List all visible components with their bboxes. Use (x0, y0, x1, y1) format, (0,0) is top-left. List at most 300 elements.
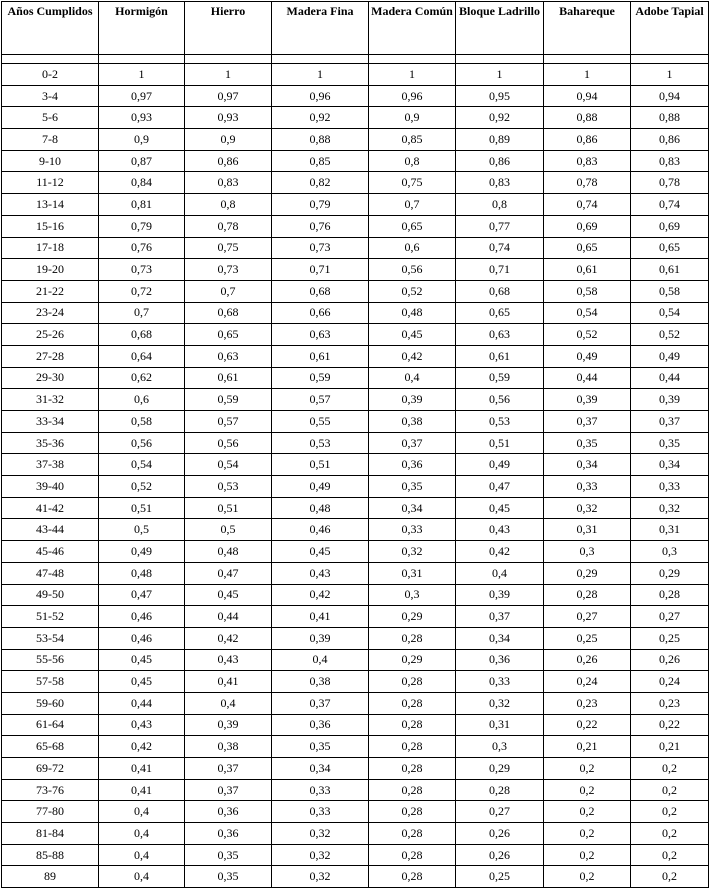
factor-cell: 0,36 (185, 823, 272, 845)
age-range-cell: 65-68 (2, 736, 99, 758)
factor-cell: 0,34 (369, 497, 456, 519)
factor-cell: 0,33 (272, 779, 369, 801)
factor-cell: 0,97 (99, 85, 185, 107)
factor-cell: 0,63 (185, 345, 272, 367)
factor-cell: 0,76 (272, 215, 369, 237)
factor-cell: 0,39 (185, 714, 272, 736)
factor-cell: 0,39 (544, 389, 631, 411)
factor-cell: 0,61 (631, 259, 709, 281)
factor-cell: 0,58 (544, 280, 631, 302)
header-row (2, 2, 709, 55)
factor-cell: 0,92 (456, 107, 544, 129)
age-range-cell: 33-34 (2, 411, 99, 433)
age-range-cell: 29-30 (2, 367, 99, 389)
factor-cell: 0,59 (185, 389, 272, 411)
age-range-cell: 31-32 (2, 389, 99, 411)
factor-cell: 0,94 (544, 85, 631, 107)
table-row (2, 172, 709, 194)
factor-cell: 0,61 (456, 345, 544, 367)
factor-cell: 0,58 (631, 280, 709, 302)
factor-cell: 0,35 (185, 844, 272, 866)
factor-cell: 0,61 (272, 345, 369, 367)
factor-cell: 0,3 (544, 541, 631, 563)
factor-cell: 0,4 (456, 562, 544, 584)
factor-cell: 0,79 (272, 194, 369, 216)
factor-cell: 0,97 (185, 85, 272, 107)
table-row (2, 736, 709, 758)
factor-cell: 0,45 (456, 497, 544, 519)
factor-cell: 0,28 (544, 584, 631, 606)
factor-cell: 0,4 (99, 866, 185, 888)
factor-cell: 0,56 (185, 432, 272, 454)
age-range-cell: 11-12 (2, 172, 99, 194)
factor-cell: 0,65 (369, 215, 456, 237)
factor-cell: 0,28 (369, 801, 456, 823)
table-row (2, 367, 709, 389)
factor-cell: 0,83 (631, 150, 709, 172)
factor-cell: 0,25 (456, 866, 544, 888)
factor-cell: 0,21 (544, 736, 631, 758)
factor-cell: 0,73 (185, 259, 272, 281)
factor-cell: 0,44 (185, 606, 272, 628)
factor-cell: 0,28 (369, 627, 456, 649)
factor-cell: 0,47 (185, 562, 272, 584)
table-row (2, 779, 709, 801)
factor-cell: 0,81 (99, 194, 185, 216)
factor-cell: 0,31 (456, 714, 544, 736)
factor-cell: 0,31 (369, 562, 456, 584)
table-row (2, 692, 709, 714)
factor-cell: 0,53 (185, 476, 272, 498)
factor-cell: 0,52 (369, 280, 456, 302)
factor-cell: 0,42 (456, 541, 544, 563)
factor-cell: 0,8 (456, 194, 544, 216)
age-range-cell: 89 (2, 866, 99, 888)
table-row (2, 562, 709, 584)
factor-cell: 0,78 (544, 172, 631, 194)
header-adobe-tapial: Adobe Tapial (631, 2, 709, 55)
age-range-cell: 25-26 (2, 324, 99, 346)
factor-cell: 0,66 (272, 302, 369, 324)
factor-cell: 0,26 (456, 844, 544, 866)
factor-cell: 0,42 (272, 584, 369, 606)
factor-cell: 0,32 (272, 866, 369, 888)
age-range-cell: 3-4 (2, 85, 99, 107)
factor-cell: 0,34 (272, 758, 369, 780)
age-range-cell: 21-22 (2, 280, 99, 302)
factor-cell: 0,73 (272, 237, 369, 259)
factor-cell: 1 (369, 64, 456, 86)
factor-cell: 0,52 (99, 476, 185, 498)
factor-cell: 0,33 (456, 671, 544, 693)
factor-cell: 0,74 (544, 194, 631, 216)
factor-cell: 0,74 (631, 194, 709, 216)
table-row (2, 801, 709, 823)
factor-cell: 0,85 (272, 150, 369, 172)
factor-cell: 0,7 (185, 280, 272, 302)
factor-cell: 0,57 (272, 389, 369, 411)
factor-cell: 0,42 (369, 345, 456, 367)
table-row (2, 129, 709, 151)
factor-cell: 0,88 (631, 107, 709, 129)
factor-cell: 0,92 (272, 107, 369, 129)
table-row (2, 866, 709, 888)
factor-cell: 0,64 (99, 345, 185, 367)
factor-cell: 0,21 (631, 736, 709, 758)
factor-cell: 0,26 (631, 649, 709, 671)
age-range-cell: 61-64 (2, 714, 99, 736)
factor-cell: 0,32 (272, 844, 369, 866)
table-row (2, 541, 709, 563)
factor-cell: 0,28 (369, 779, 456, 801)
factor-cell: 0,6 (99, 389, 185, 411)
factor-cell: 0,73 (99, 259, 185, 281)
factor-cell: 0,4 (99, 801, 185, 823)
factor-cell: 0,54 (185, 454, 272, 476)
age-range-cell: 51-52 (2, 606, 99, 628)
factor-cell: 0,65 (456, 302, 544, 324)
factor-cell: 0,28 (369, 758, 456, 780)
factor-cell: 0,4 (369, 367, 456, 389)
age-range-cell: 39-40 (2, 476, 99, 498)
factor-cell: 0,32 (272, 823, 369, 845)
factor-cell: 0,35 (272, 736, 369, 758)
factor-cell: 0,2 (631, 801, 709, 823)
factor-cell: 0,88 (272, 129, 369, 151)
factor-cell: 0,29 (369, 606, 456, 628)
header-madera-fina: Madera Fina (272, 2, 369, 55)
age-range-cell: 55-56 (2, 649, 99, 671)
factor-cell: 0,37 (369, 432, 456, 454)
factor-cell: 0,65 (544, 237, 631, 259)
factor-cell: 0,68 (99, 324, 185, 346)
factor-cell: 0,8 (369, 150, 456, 172)
factor-cell: 0,6 (369, 237, 456, 259)
factor-cell: 0,2 (544, 844, 631, 866)
table-row (2, 150, 709, 172)
factor-cell: 0,25 (631, 627, 709, 649)
age-range-cell: 41-42 (2, 497, 99, 519)
factor-cell: 0,87 (99, 150, 185, 172)
table-row (2, 584, 709, 606)
factor-cell: 0,42 (99, 736, 185, 758)
factor-cell: 0,47 (99, 584, 185, 606)
factor-cell: 0,93 (99, 107, 185, 129)
factor-cell: 0,3 (631, 541, 709, 563)
factor-cell: 0,26 (456, 823, 544, 845)
table-row (2, 324, 709, 346)
factor-cell: 0,51 (272, 454, 369, 476)
factor-cell: 0,9 (99, 129, 185, 151)
factor-cell: 0,23 (544, 692, 631, 714)
factor-cell: 0,72 (99, 280, 185, 302)
table-row (2, 649, 709, 671)
table-row (2, 107, 709, 129)
factor-cell: 0,37 (456, 606, 544, 628)
factor-cell: 0,51 (185, 497, 272, 519)
factor-cell: 0,84 (99, 172, 185, 194)
factor-cell: 0,4 (99, 844, 185, 866)
table-row (2, 215, 709, 237)
factor-cell: 0,2 (631, 866, 709, 888)
factor-cell: 0,62 (99, 367, 185, 389)
factor-cell: 0,54 (544, 302, 631, 324)
factor-cell: 0,3 (369, 584, 456, 606)
factor-cell: 0,28 (369, 844, 456, 866)
factor-cell: 0,44 (631, 367, 709, 389)
factor-cell: 1 (631, 64, 709, 86)
factor-cell: 0,42 (185, 627, 272, 649)
table-row (2, 671, 709, 693)
factor-cell: 0,36 (185, 801, 272, 823)
spacer-cell (2, 55, 99, 64)
factor-cell: 0,36 (456, 649, 544, 671)
age-range-cell: 5-6 (2, 107, 99, 129)
factor-cell: 0,35 (185, 866, 272, 888)
factor-cell: 0,37 (185, 779, 272, 801)
factor-cell: 0,45 (369, 324, 456, 346)
factor-cell: 0,2 (544, 758, 631, 780)
factor-cell: 0,48 (272, 497, 369, 519)
factor-cell: 0,29 (544, 562, 631, 584)
factor-cell: 1 (456, 64, 544, 86)
factor-cell: 0,61 (185, 367, 272, 389)
factor-cell: 0,31 (544, 519, 631, 541)
factor-cell: 0,28 (369, 823, 456, 845)
factor-cell: 0,27 (631, 606, 709, 628)
factor-cell: 0,2 (631, 823, 709, 845)
age-range-cell: 35-36 (2, 432, 99, 454)
factor-cell: 0,27 (544, 606, 631, 628)
factor-cell: 0,46 (99, 627, 185, 649)
age-range-cell: 57-58 (2, 671, 99, 693)
factor-cell: 0,56 (456, 389, 544, 411)
factor-cell: 0,4 (99, 823, 185, 845)
factor-cell: 0,33 (631, 476, 709, 498)
age-range-cell: 49-50 (2, 584, 99, 606)
factor-cell: 0,38 (272, 671, 369, 693)
header-madera-comun: Madera Común (369, 2, 456, 55)
factor-cell: 0,2 (631, 758, 709, 780)
age-range-cell: 73-76 (2, 779, 99, 801)
factor-cell: 0,48 (185, 541, 272, 563)
factor-cell: 0,5 (185, 519, 272, 541)
factor-cell: 0,7 (99, 302, 185, 324)
factor-cell: 0,83 (456, 172, 544, 194)
factor-cell: 0,35 (544, 432, 631, 454)
factor-cell: 0,51 (456, 432, 544, 454)
factor-cell: 0,28 (369, 671, 456, 693)
factor-cell: 0,44 (544, 367, 631, 389)
table-row (2, 259, 709, 281)
factor-cell: 0,55 (272, 411, 369, 433)
factor-cell: 0,2 (544, 801, 631, 823)
factor-cell: 0,47 (456, 476, 544, 498)
age-range-cell: 47-48 (2, 562, 99, 584)
factor-cell: 0,43 (185, 649, 272, 671)
factor-cell: 0,45 (185, 584, 272, 606)
table-body (2, 55, 709, 888)
factor-cell: 0,7 (369, 194, 456, 216)
factor-cell: 0,28 (369, 714, 456, 736)
factor-cell: 0,82 (272, 172, 369, 194)
spacer-cell (185, 55, 272, 64)
factor-cell: 0,39 (456, 584, 544, 606)
table-row (2, 432, 709, 454)
factor-cell: 0,54 (631, 302, 709, 324)
age-range-cell: 45-46 (2, 541, 99, 563)
factor-cell: 0,26 (544, 649, 631, 671)
factor-cell: 0,9 (185, 129, 272, 151)
factor-cell: 0,2 (544, 823, 631, 845)
age-range-cell: 13-14 (2, 194, 99, 216)
table-row (2, 411, 709, 433)
table-row (2, 302, 709, 324)
factor-cell: 0,41 (185, 671, 272, 693)
factor-cell: 0,29 (369, 649, 456, 671)
factor-cell: 0,88 (544, 107, 631, 129)
factor-cell: 0,61 (544, 259, 631, 281)
factor-cell: 0,68 (272, 280, 369, 302)
factor-cell: 0,94 (631, 85, 709, 107)
factor-cell: 0,52 (631, 324, 709, 346)
factor-cell: 0,86 (456, 150, 544, 172)
age-range-cell: 9-10 (2, 150, 99, 172)
factor-cell: 0,33 (544, 476, 631, 498)
factor-cell: 1 (272, 64, 369, 86)
factor-cell: 0,86 (185, 150, 272, 172)
factor-cell: 0,2 (631, 779, 709, 801)
age-range-cell: 53-54 (2, 627, 99, 649)
factor-cell: 0,46 (272, 519, 369, 541)
factor-cell: 0,53 (456, 411, 544, 433)
spacer-cell (456, 55, 544, 64)
factor-cell: 0,37 (185, 758, 272, 780)
age-range-cell: 15-16 (2, 215, 99, 237)
factor-cell: 0,74 (456, 237, 544, 259)
factor-cell: 0,36 (272, 714, 369, 736)
spacer-cell (369, 55, 456, 64)
factor-cell: 0,83 (544, 150, 631, 172)
factor-cell: 0,38 (185, 736, 272, 758)
header-bahareque: Bahareque (544, 2, 631, 55)
spacer-cell (544, 55, 631, 64)
factor-cell: 0,76 (99, 237, 185, 259)
factor-cell: 0,28 (369, 692, 456, 714)
factor-cell: 0,37 (631, 411, 709, 433)
table-row (2, 64, 709, 86)
factor-cell: 0,69 (544, 215, 631, 237)
factor-cell: 0,36 (369, 454, 456, 476)
factor-cell: 0,46 (99, 606, 185, 628)
factor-cell: 0,59 (456, 367, 544, 389)
factor-cell: 0,58 (99, 411, 185, 433)
factor-cell: 0,8 (185, 194, 272, 216)
spacer-cell (272, 55, 369, 64)
factor-cell: 0,2 (544, 866, 631, 888)
age-range-cell: 43-44 (2, 519, 99, 541)
factor-cell: 0,37 (544, 411, 631, 433)
factor-cell: 0,77 (456, 215, 544, 237)
factor-cell: 0,86 (544, 129, 631, 151)
factor-cell: 0,5 (99, 519, 185, 541)
factor-cell: 0,85 (369, 129, 456, 151)
factor-cell: 0,28 (456, 779, 544, 801)
factor-cell: 0,2 (631, 844, 709, 866)
factor-cell: 0,78 (631, 172, 709, 194)
factor-cell: 0,34 (456, 627, 544, 649)
factor-cell: 0,96 (369, 85, 456, 107)
age-range-cell: 69-72 (2, 758, 99, 780)
factor-cell: 0,9 (369, 107, 456, 129)
factor-cell: 0,79 (99, 215, 185, 237)
factor-cell: 0,28 (631, 584, 709, 606)
factor-cell: 0,29 (456, 758, 544, 780)
factor-cell: 0,29 (631, 562, 709, 584)
table-row (2, 758, 709, 780)
factor-cell: 0,24 (544, 671, 631, 693)
factor-cell: 0,56 (99, 432, 185, 454)
table-row (2, 454, 709, 476)
factor-cell: 0,71 (456, 259, 544, 281)
age-range-cell: 81-84 (2, 823, 99, 845)
factor-cell: 0,33 (369, 519, 456, 541)
age-range-cell: 77-80 (2, 801, 99, 823)
factor-cell: 0,31 (631, 519, 709, 541)
factor-cell: 0,75 (185, 237, 272, 259)
factor-cell: 0,65 (185, 324, 272, 346)
factor-cell: 0,41 (272, 606, 369, 628)
factor-cell: 1 (544, 64, 631, 86)
table-row (2, 345, 709, 367)
factor-cell: 0,4 (272, 649, 369, 671)
factor-cell: 0,49 (456, 454, 544, 476)
factor-cell: 0,68 (456, 280, 544, 302)
factor-cell: 0,49 (272, 476, 369, 498)
age-range-cell: 59-60 (2, 692, 99, 714)
factor-cell: 0,27 (456, 801, 544, 823)
table-row (2, 194, 709, 216)
factor-cell: 0,28 (369, 736, 456, 758)
factor-cell: 0,43 (456, 519, 544, 541)
factor-cell: 0,32 (369, 541, 456, 563)
table-row (2, 606, 709, 628)
age-range-cell: 0-2 (2, 64, 99, 86)
factor-cell: 0,59 (272, 367, 369, 389)
factor-cell: 0,43 (272, 562, 369, 584)
factor-cell: 0,39 (631, 389, 709, 411)
table-row (2, 844, 709, 866)
factor-cell: 0,37 (272, 692, 369, 714)
header-anios-cumplidos: Años Cumplidos (2, 2, 99, 55)
spacer-cell (99, 55, 185, 64)
age-range-cell: 37-38 (2, 454, 99, 476)
factor-cell: 0,34 (544, 454, 631, 476)
factor-cell: 0,69 (631, 215, 709, 237)
factor-cell: 0,28 (369, 866, 456, 888)
factor-cell: 0,43 (99, 714, 185, 736)
factor-cell: 0,95 (456, 85, 544, 107)
factor-cell: 0,51 (99, 497, 185, 519)
factor-cell: 0,45 (99, 671, 185, 693)
age-range-cell: 7-8 (2, 129, 99, 151)
factor-cell: 0,44 (99, 692, 185, 714)
age-range-cell: 27-28 (2, 345, 99, 367)
table-row (2, 280, 709, 302)
factor-cell: 0,24 (631, 671, 709, 693)
factor-cell: 0,56 (369, 259, 456, 281)
age-range-cell: 17-18 (2, 237, 99, 259)
